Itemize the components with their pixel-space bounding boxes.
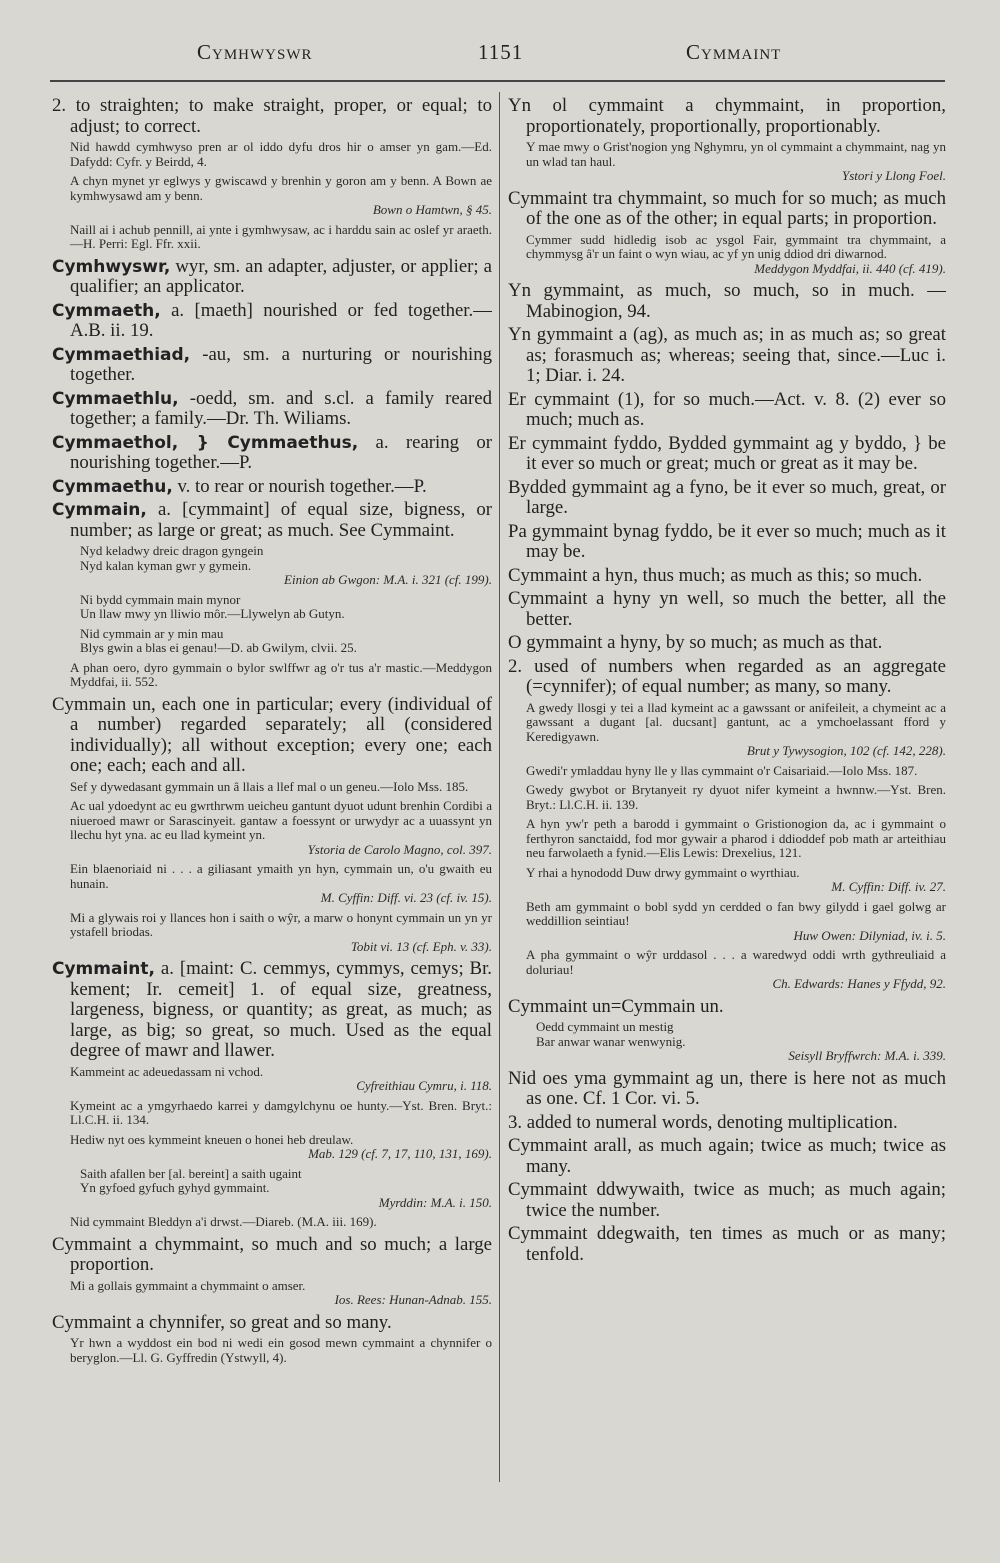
dictionary-entry xyxy=(52,433,492,474)
sense-definition: Er cymmaint fyddo, Bydded gymmaint ag y byddo, } be it ever so much or great; much or great as it may be. xyxy=(508,432,946,474)
quotation xyxy=(52,627,492,656)
sense-definition: Cymmaint a hyny yn well, so much the better, all the better. xyxy=(508,588,946,630)
sense-definition: Er cymmaint (1), for so much.—Act. v. 8. (2) ever so much; much as. xyxy=(508,388,946,430)
quotation-text: A hyn yw'r peth a barodd i gymmaint o Gristionogion da, ac i gymmaint o ferthyron sanctaidd, fod mor gywair a pharod i ddioddef pob math ar arteithiau neu farwolaeth a fynid.—Elis Lewis: Drexelius, 121. xyxy=(526,816,946,860)
citation: Bown o Hamtwn, § 45. xyxy=(372,202,492,217)
quotation xyxy=(508,764,946,779)
quotation xyxy=(52,140,492,169)
quotation xyxy=(52,544,492,588)
entry-definition: -oedd, sm. and s.cl. a family reared together; a family.—Dr. Th. Wiliams. xyxy=(70,387,492,429)
quotation-text: Ein blaenoriaid ni . . . a giliasant ymaith yn hyn, cymmain un, o'u gwaith eu hunain. xyxy=(70,861,492,891)
dictionary-entry xyxy=(52,345,492,386)
citation: Myrddin: M.A. i. 150. xyxy=(378,1194,492,1210)
quotation xyxy=(508,1020,946,1064)
dictionary-entry xyxy=(52,959,492,1062)
quotation-text: Y rhai a hynododd Duw drwy gymmaint o wyrthiau. xyxy=(526,864,800,880)
quotation xyxy=(508,783,946,812)
citation: Brut y Tywysogion, 102 (cf. 142, 228). xyxy=(746,743,946,758)
quotation xyxy=(52,1215,492,1230)
verse-line: Oedd cymmaint un mestig xyxy=(536,1019,674,1034)
headword: Cymmaethol, } Cymmaethus, xyxy=(52,432,359,453)
quotation-text: A gwedy llosgi y tei a llad kymeint ac a gawssant or anifeileit, a chymeint ac a gawssant a dugant [al. ducsant] gantunt, ac a ymchoelassant fford y Keredigyawn. xyxy=(526,699,946,744)
sense-definition: Cymmaint tra chymmaint, so much for so much; as much of the one as of the other; in equal parts; in proportion. xyxy=(508,187,946,229)
quotation-text: Kymeint ac a ymgyrhaedo karrei y damgylchynu oe hunty.—Yst. Bren. Bryt.: Ll.C.H. ii. 134. xyxy=(70,1097,492,1127)
verse-line: Bar anwar wanar wenwynig. xyxy=(536,1033,686,1049)
dictionary-entry xyxy=(52,257,492,298)
sense-definition: Yn gymmaint, as much, so much, so in much. —Mabinogion, 94. xyxy=(508,280,946,322)
dictionary-entry xyxy=(52,477,492,498)
entry-definition: -au, sm. a nurturing or nourishing together. xyxy=(70,343,492,385)
citation: Tobit vi. 13 (cf. Eph. v. 33). xyxy=(350,938,492,954)
quotation-text: A phan oero, dyro gymmain o bylor swlffwr ag o'r tus a'r mastic.—Meddygon Myddfai, ii. 552. xyxy=(70,659,492,689)
column-divider xyxy=(499,92,500,1482)
sense-definition: O gymmaint a hyny, by so much; as much as that. xyxy=(508,632,883,653)
quotation-text: Sef y dywedasant gymmain un â llais a llef mal o un geneu.—Iolo Mss. 185. xyxy=(70,778,469,794)
quotation xyxy=(52,174,492,218)
header-left-guideword: Cymhwyswr xyxy=(197,40,313,64)
left-column xyxy=(52,96,492,1496)
verse-line: Ni bydd cymmain main mynor xyxy=(80,591,241,607)
headword: Cymmaethiad, xyxy=(52,344,191,365)
quotation-text: Yr hwn a wyddost ein bod ni wedi ein gosod mewn cymmaint a chynnifer o beryglon.—Ll. G. Gyffredin (Ystwyll, 4). xyxy=(70,1335,492,1365)
header-right-guideword: Cymmaint xyxy=(686,40,782,64)
entry-definition: a. rearing or nourishing together.—P. xyxy=(70,431,492,473)
quotation xyxy=(508,900,946,944)
quotation-text: A chyn mynet yr eglwys y gwiscawd y brenhin y goron am y benn. A Bown ae kymhwysawd am y benn. xyxy=(70,173,492,203)
quotation-text: Nid hawdd cymhwyso pren ar ol iddo dyfu dros hir o amser yn gam.—Ed. Dafydd: Cyfr. y Beirdd, 4. xyxy=(70,139,492,169)
quotation-text: A pha gymmaint o wŷr urddasol . . . a waredwyd oddi wrth gythreuliaid a doluriau! xyxy=(526,947,946,977)
quotation-text: Naill ai i achub pennill, ai ynte i gymhwysaw, ac i harddu sain ac oslef yr araeth.—H. Perri: Egl. Ffr. xxii. xyxy=(70,221,492,251)
entry-definition: wyr, sm. an adapter, adjuster, or applier; a qualifier; an applicator. xyxy=(70,255,492,297)
sense-definition: 2. to straighten; to make straight, proper, or equal; to adjust; to correct. xyxy=(52,96,492,137)
right-column xyxy=(508,96,946,1496)
quotation xyxy=(52,780,492,795)
headword: Cymmaethu, xyxy=(52,476,173,497)
quotation-text: Mi a gollais gymmaint a chymmaint o amser. xyxy=(70,1277,306,1293)
quotation xyxy=(508,701,946,759)
quotation xyxy=(52,1065,492,1094)
sense-definition: Cymmaint ddwywaith, twice as much; as much again; twice the number. xyxy=(508,1179,946,1221)
quotation xyxy=(508,817,946,861)
quotation-text: Cymmer sudd hidledig isob ac ysgol Fair, gymmaint tra chymmaint, a chymmysg â'r un faint o wyn wiau, ac yf yn unig ddiod dri diwarnod. xyxy=(526,231,946,261)
sense-definition: Cymmaint un=Cymmain un. xyxy=(508,995,724,1017)
quotation xyxy=(52,1099,492,1128)
citation: Ystori y Llong Foel. xyxy=(841,168,946,183)
entry-definition: a. [maeth] nourished or fed together.—A.B. ii. 19. xyxy=(70,299,492,341)
sense-definition: Cymmaint a hyn, thus much; as much as this; so much. xyxy=(508,564,923,586)
verse-line: Nyd kalan kyman gwr y gymein. xyxy=(80,557,252,573)
dictionary-entry xyxy=(52,301,492,342)
headword: Cymmaethlu, xyxy=(52,388,179,409)
quotation-text: Y mae mwy o Grist'nogion yng Nghymru, yn ol cymmaint a chymmaint, nag yn un wlad tan haul. xyxy=(526,139,946,169)
quotation-text: Ac ual ydoedynt ac eu gwrthrwm ueicheu gantunt dyuot udunt brenhin Cordibi a niueroed mawr or Sarascinyeit. gantaw a foessynt or urwydyr ac a uuassynt yn llechu hyt yna. ac eu llad kymeint yn. xyxy=(70,798,492,842)
headword: Cymmaint, xyxy=(52,959,155,979)
sense-definition: 2. used of numbers when regarded as an aggregate (=cynnifer); of equal number; as many, so many. xyxy=(508,655,946,697)
citation: Huw Owen: Dilyniad, iv. i. 5. xyxy=(793,927,946,943)
quotation xyxy=(52,1167,492,1211)
quotation-text: Hediw nyt oes kymmeint kneuen o honei heb dreulaw. xyxy=(70,1131,354,1147)
headword: Cymmaeth, xyxy=(52,300,161,321)
quotation-text: Mi a glywais roi y llances hon i saith o wŷr, a marw o honynt cymmain un yn yr ystafell briodas. xyxy=(70,909,492,939)
citation: Cyfreithiau Cymru, i. 118. xyxy=(356,1078,492,1093)
headword: Cymhwyswr, xyxy=(52,256,171,277)
entry-definition: a. [cymmaint] of equal size, bigness, or number; as large or great; as much. See Cymmaint. xyxy=(70,499,492,541)
quotation xyxy=(52,1336,492,1365)
running-header xyxy=(0,30,1000,70)
dictionary-entry xyxy=(52,500,492,541)
quotation xyxy=(508,948,946,992)
citation: Ios. Rees: Hunan-Adnab. 155. xyxy=(334,1292,492,1307)
quotation-text: Gwedy gwybot or Brytanyeit ry dyuot nifer kymeint a hwnnw.—Yst. Bren. Bryt.: Ll.C.H. ii. 139. xyxy=(526,782,946,812)
quotation xyxy=(52,1279,492,1308)
sense-definition: Yn gymmaint a (ag), as much as; in as much as; so great as; forasmuch as; whereas; seeing that, since.—Luc i. 1; Diar. i. 24. xyxy=(508,324,946,386)
sense-definition: Cymmaint ddegwaith, ten times as much or as many; tenfold. xyxy=(508,1223,946,1265)
sense-definition: Cymmaint a chynnifer, so great and so many. xyxy=(52,1311,392,1333)
verse-line: Saith afallen ber [al. bereint] a saith ugaint xyxy=(80,1165,302,1181)
quotation-text: Beth am gymmaint o bobl sydd yn cerdded o fan bwy gilydd i gael golwg ar weddillion seintiau! xyxy=(526,898,946,928)
verse-line: Nyd keladwy dreic dragon gyngein xyxy=(80,543,264,558)
citation: M. Cyffin: Diff. vi. 23 (cf. iv. 15). xyxy=(320,890,492,905)
citation: Seisyll Bryffwrch: M.A. i. 339. xyxy=(788,1048,946,1063)
quotation xyxy=(52,799,492,857)
quotation-text: Nid cymmaint Bleddyn a'i drwst.—Diareb. (M.A. iii. 169). xyxy=(70,1214,377,1229)
quotation xyxy=(52,911,492,955)
verse-line: Nid cymmain ar y min mau xyxy=(80,625,224,641)
header-rule xyxy=(50,80,945,82)
quotation xyxy=(52,862,492,906)
quotation-text: Gwedi'r ymladdau hyny lle y llas cymmaint o'r Caisariaid.—Iolo Mss. 187. xyxy=(526,762,918,778)
sense-definition: Nid oes yma gymmaint ag un, there is here not as much as one. Cf. 1 Cor. vi. 5. xyxy=(508,1067,946,1109)
entry-definition: v. to rear or nourish together.—P. xyxy=(177,475,427,497)
sense-definition: Cymmaint arall, as much again; twice as much; twice as many. xyxy=(508,1135,946,1177)
quotation xyxy=(508,866,946,895)
sense-definition: Yn ol cymmaint a chymmaint, in proportion, proportionately, proportionally, proportionably. xyxy=(508,96,946,137)
entry-definition: a. [maint: C. cemmys, cymmys, cemys; Br. kement; Ir. cemeit] 1. of equal size, greatness, largeness, bigness, or quantity; as great, as much; as large, as big; so great, so much. Used as the equal degree of mawr and llawer. xyxy=(70,958,492,1061)
quotation xyxy=(52,661,492,690)
quotation xyxy=(508,140,946,184)
headword: Cymmain, xyxy=(52,500,147,520)
citation: Einion ab Gwgon: M.A. i. 321 (cf. 199). xyxy=(284,572,492,587)
citation: M. Cyffin: Diff. iv. 27. xyxy=(831,879,946,894)
sense-definition: Cymmain un, each one in particular; every (individual of a number) regarded separately; all (considered individually); all without exception; every one; each one; each; each and all. xyxy=(52,693,492,776)
page-number: 1151 xyxy=(478,40,524,64)
sense-definition: Pa gymmaint bynag fyddo, be it ever so much; much as it may be. xyxy=(508,520,946,562)
quotation xyxy=(508,233,946,277)
citation: Ch. Edwards: Hanes y Ffydd, 92. xyxy=(772,976,946,991)
quotation xyxy=(52,223,492,252)
verse-line: Blys gwin a blas ei genau!—D. ab Gwilym, clvii. 25. xyxy=(80,640,357,655)
sense-definition: Bydded gymmaint ag a fyno, be it ever so much, great, or large. xyxy=(508,476,946,518)
dictionary-entry xyxy=(52,389,492,430)
quotation xyxy=(52,593,492,622)
verse-line: Yn gyfoed gyfuch gyhyd gymmaint. xyxy=(80,1180,270,1195)
verse-line: Un llaw mwy yn lliwio môr.—Llywelyn ab Gutyn. xyxy=(80,606,345,621)
quotation-text: Kammeint ac adeuedassam ni vchod. xyxy=(70,1063,264,1079)
quotation xyxy=(52,1133,492,1162)
citation: Ystoria de Carolo Magno, col. 397. xyxy=(307,841,492,857)
sense-definition: Cymmaint a chymmaint, so much and so much; a large proportion. xyxy=(52,1233,492,1275)
citation: Meddygon Myddfai, ii. 440 (cf. 419). xyxy=(754,260,946,276)
sense-definition: 3. added to numeral words, denoting multiplication. xyxy=(508,1111,898,1133)
citation: Mab. 129 (cf. 7, 17, 110, 131, 169). xyxy=(308,1146,492,1161)
